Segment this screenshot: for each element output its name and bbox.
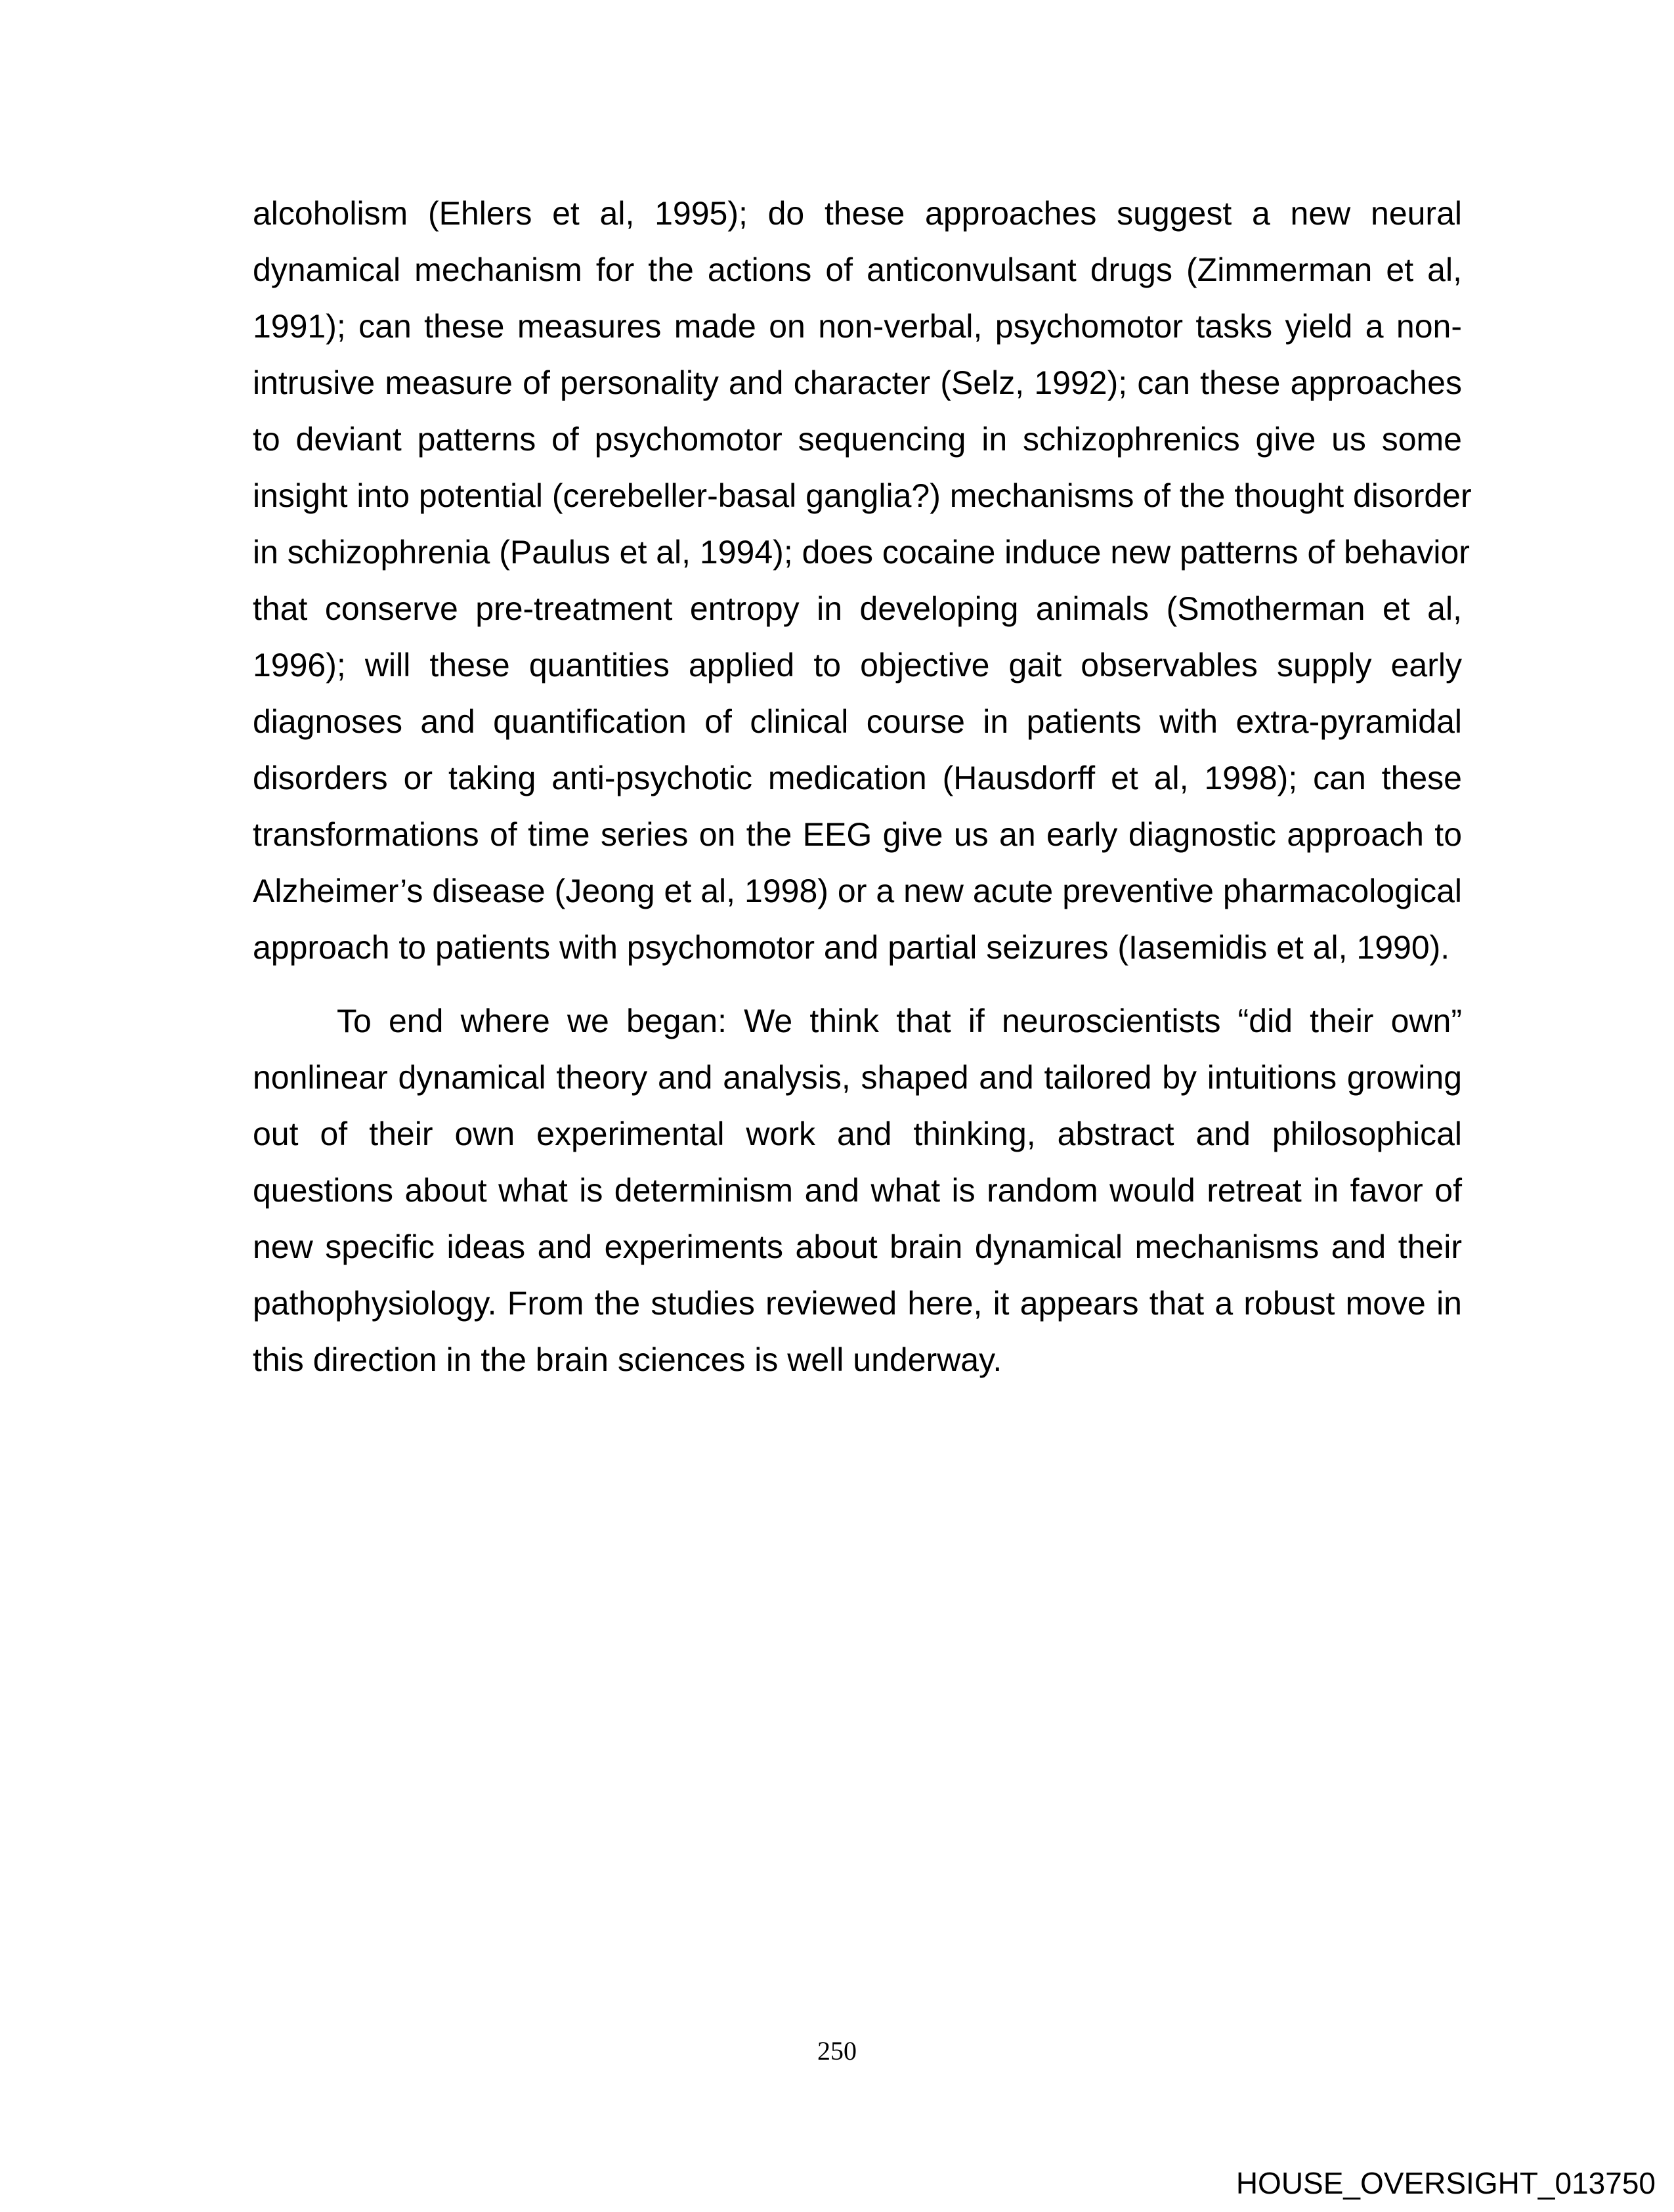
text-line: alcoholism (Ehlers et al, 1995); do these approaches suggest a new neural [253, 195, 1462, 232]
page-number: 250 [817, 2036, 857, 2066]
text-line: Alzheimer’s disease (Jeong et al, 1998) or a new acute preventive pharmacological [253, 873, 1462, 909]
text-line: insight into potential (cerebeller-basal ganglia?) mechanisms of the thought disorder [253, 477, 1472, 514]
text-line: diagnoses and quantification of clinical course in patients with extra-pyramidal [253, 703, 1462, 740]
text-line: intrusive measure of personality and character (Selz, 1992); can these approaches [253, 364, 1462, 401]
text-line: new specific ideas and experiments about brain dynamical mechanisms and their [253, 1228, 1462, 1265]
text-line: this direction in the brain sciences is well underway. [253, 1341, 1002, 1378]
text-line: that conserve pre-treatment entropy in developing animals (Smotherman et al, [253, 590, 1462, 627]
text-line: out of their own experimental work and thinking, abstract and philosophical [253, 1116, 1462, 1152]
text-line: in schizophrenia (Paulus et al, 1994); does cocaine induce new patterns of behavior [253, 534, 1470, 571]
text-line: To end where we began: We think that if neuroscientists “did their own” [337, 1003, 1462, 1039]
text-line: to deviant patterns of psychomotor sequencing in schizophrenics give us some [253, 421, 1462, 458]
text-line: approach to patients with psychomotor and partial seizures (Iasemidis et al, 1990). [253, 929, 1450, 966]
text-line: disorders or taking anti-psychotic medication (Hausdorff et al, 1998); can these [253, 760, 1462, 796]
text-line: pathophysiology. From the studies reviewed here, it appears that a robust move in [253, 1285, 1462, 1322]
text-line: 1991); can these measures made on non-verbal, psychomotor tasks yield a non- [253, 308, 1462, 345]
bates-number: HOUSE_OVERSIGHT_013750 [1235, 2166, 1656, 2200]
text-line: 1996); will these quantities applied to objective gait observables supply early [253, 647, 1462, 683]
text-line: transformations of time series on the EEG give us an early diagnostic approach to [253, 816, 1462, 853]
text-line: nonlinear dynamical theory and analysis, shaped and tailored by intuitions growing [253, 1059, 1462, 1096]
text-line: questions about what is determinism and what is random would retreat in favor of [253, 1172, 1462, 1209]
text-line: dynamical mechanism for the actions of anticonvulsant drugs (Zimmerman et al, [253, 251, 1462, 288]
paragraph-1 [253, 185, 1472, 976]
paragraph-2 [253, 993, 1462, 1388]
body-text [253, 185, 1472, 1405]
